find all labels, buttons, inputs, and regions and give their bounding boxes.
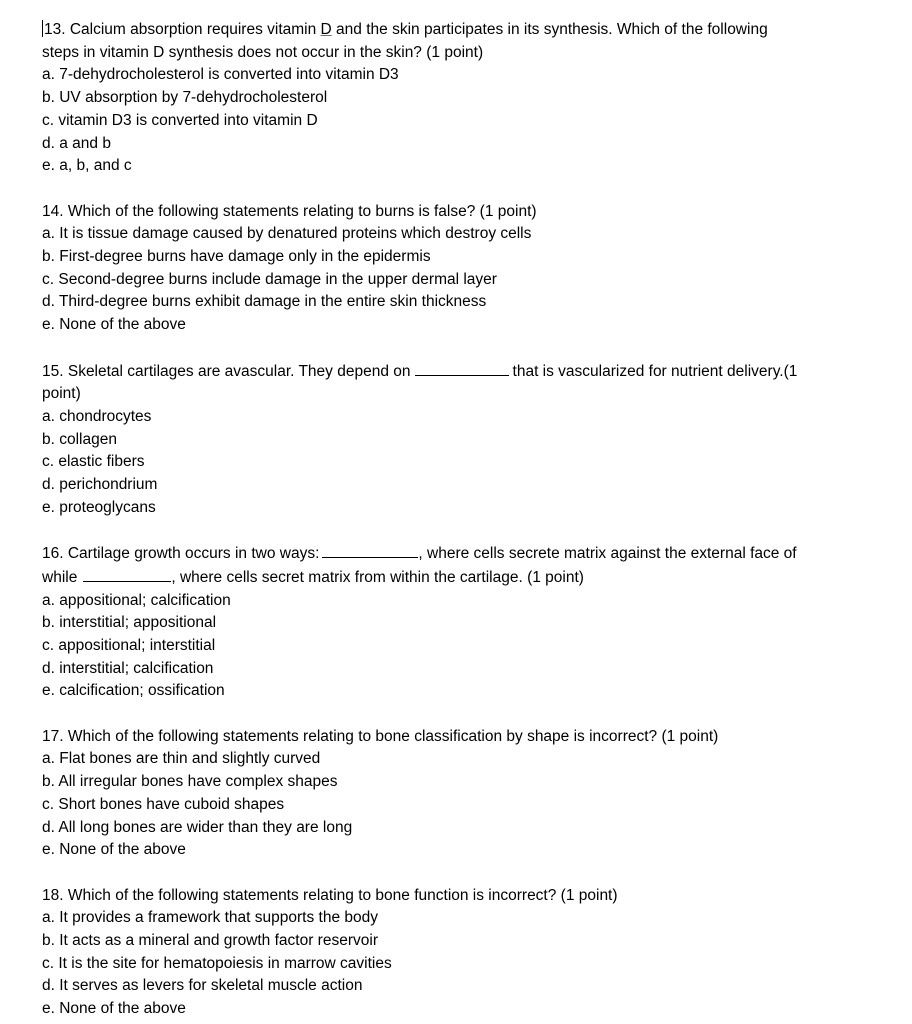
option-d: d. perichondrium (42, 476, 158, 494)
question-15 (42, 360, 892, 520)
question-stem: 18. Which of the following statements relating to bone function is incorrect? (1 point) (42, 886, 618, 904)
stem-text: that is vascularized for nutrient delivery.(1 (512, 362, 798, 380)
underlined-word: D (320, 21, 332, 38)
option-d: d. Third-degree burns exhibit damage in the entire skin thickness (42, 293, 487, 311)
question-13 (42, 19, 892, 178)
option-b: b. UV absorption by 7-dehydrocholesterol (42, 89, 328, 107)
option-b: b. interstitial; appositional (42, 614, 217, 632)
option-c: c. vitamin D3 is converted into vitamin D (42, 111, 318, 129)
option-e: e. None of the above (42, 316, 186, 334)
question-stem (42, 19, 892, 42)
option-a: a. Flat bones are thin and slightly curved (42, 750, 321, 768)
answer-blank (415, 360, 509, 376)
option-e: e. None of the above (42, 841, 186, 859)
option-b: b. It acts as a mineral and growth factor reservoir (42, 932, 378, 950)
question-18 (42, 885, 892, 1021)
stem-text: while (42, 568, 78, 586)
option-b: b. First-degree burns have damage only in the epidermis (42, 248, 431, 266)
option-e: e. calcification; ossification (42, 682, 225, 700)
option-e: e. None of the above (42, 1000, 186, 1018)
stem-text: 13. Calcium absorption requires vitamin (44, 21, 321, 38)
option-c: c. Second-degree burns include damage in the upper dermal layer (42, 270, 497, 288)
question-stem: 17. Which of the following statements relating to bone classification by shape is incorrect? (1 point) (42, 727, 719, 745)
option-d: d. It serves as levers for skeletal muscle action (42, 977, 363, 995)
option-c: c. It is the site for hematopoiesis in marrow cavities (42, 954, 392, 972)
option-d: d. All long bones are wider than they are long (42, 818, 353, 836)
stem-text: , where cells secret matrix from within the cartilage. (1 point) (171, 568, 584, 586)
option-a: a. appositional; calcification (42, 591, 231, 609)
question-16 (42, 542, 892, 703)
text-cursor (42, 20, 43, 37)
stem-text: 16. Cartilage growth occurs in two ways: (42, 545, 320, 563)
option-d: d. a and b (42, 134, 111, 152)
answer-blank (322, 542, 418, 558)
stem-text: and the skin participates in its synthesis. Which of the following (331, 21, 768, 38)
stem-text: 15. Skeletal cartilages are avascular. They depend on (42, 362, 411, 380)
question-stem-line-2: steps in vitamin D synthesis does not occur in the skin? (1 point) (42, 43, 484, 61)
option-a: a. 7-dehydrocholesterol is converted into vitamin D3 (42, 66, 399, 84)
option-a: a. chondrocytes (42, 407, 152, 425)
option-e: e. proteoglycans (42, 498, 156, 516)
option-c: c. Short bones have cuboid shapes (42, 795, 285, 813)
option-a: a. It provides a framework that supports the body (42, 909, 379, 927)
option-a: a. It is tissue damage caused by denatured proteins which destroy cells (42, 225, 532, 243)
answer-blank (83, 566, 171, 582)
option-c: c. elastic fibers (42, 453, 145, 471)
option-d: d. interstitial; calcification (42, 659, 214, 677)
question-stem: 14. Which of the following statements relating to burns is false? (1 point) (42, 202, 537, 220)
option-c: c. appositional; interstitial (42, 636, 216, 654)
question-17 (42, 726, 892, 862)
question-stem-line-2 (42, 566, 892, 590)
question-stem (42, 360, 892, 384)
question-stem-line-2: point) (42, 385, 81, 403)
question-stem (42, 542, 892, 566)
option-b: b. All irregular bones have complex shapes (42, 773, 338, 791)
option-b: b. collagen (42, 430, 117, 448)
stem-text: , where cells secrete matrix against the external face of (418, 545, 797, 563)
option-e: e. a, b, and c (42, 157, 132, 175)
question-14 (42, 201, 892, 337)
document-page (42, 19, 892, 1021)
